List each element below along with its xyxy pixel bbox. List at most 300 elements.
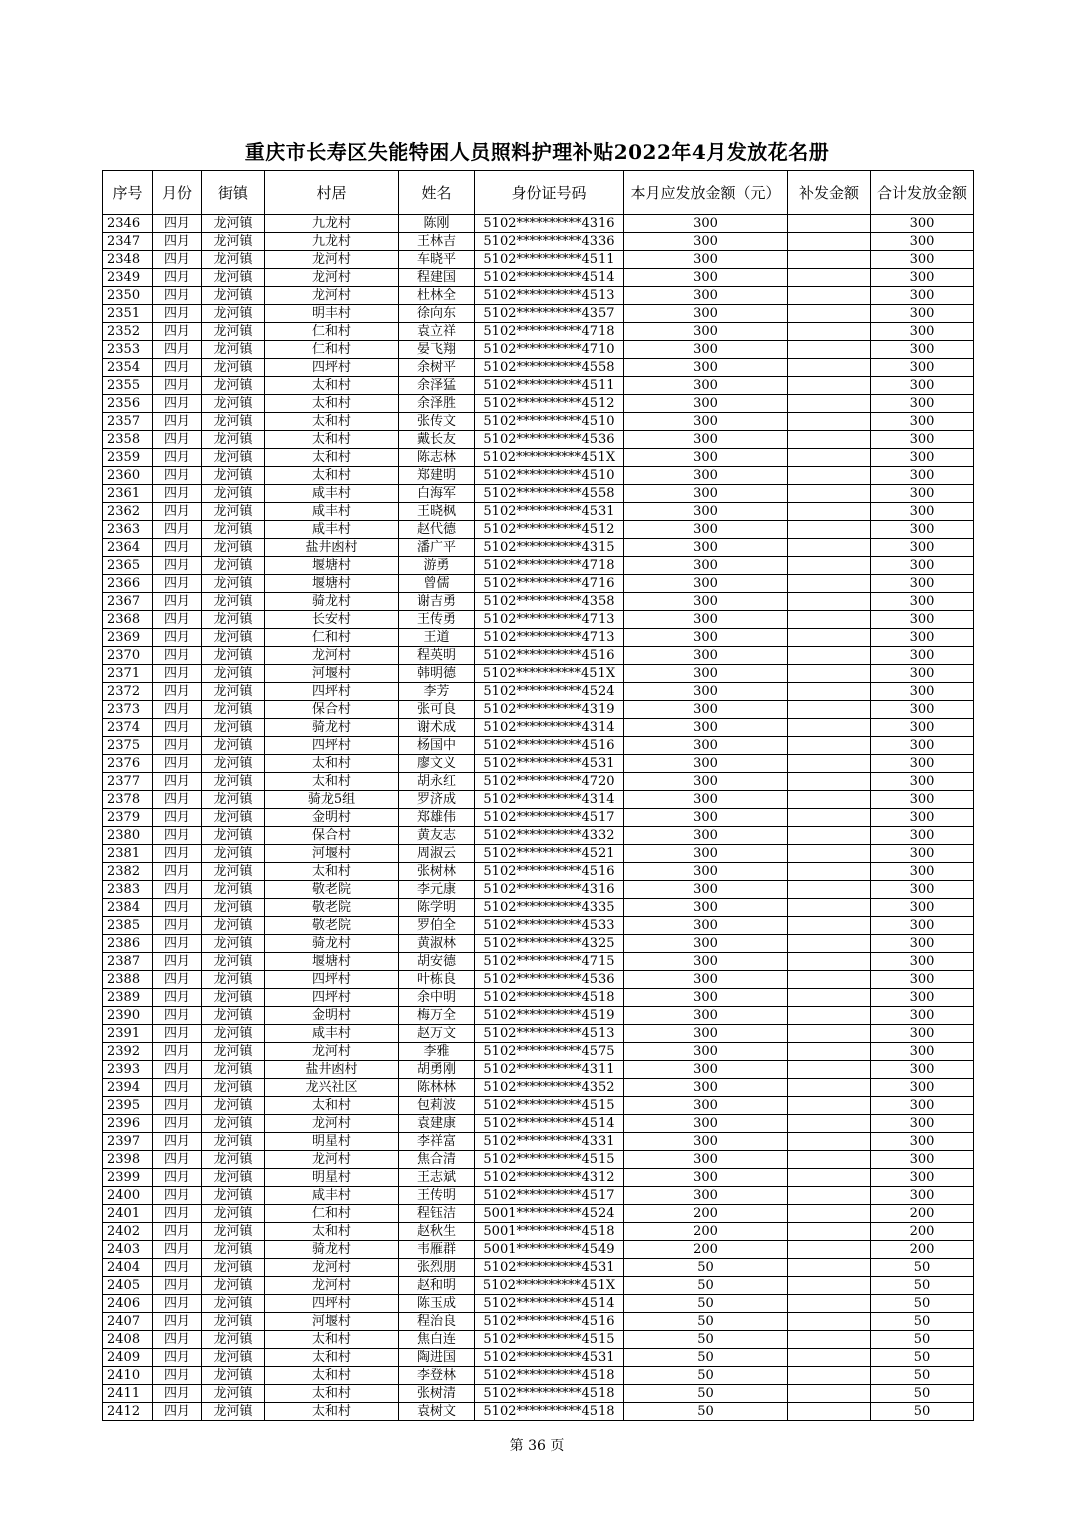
- cell-index: 2360: [103, 467, 153, 485]
- cell-monthly-amount: 50: [624, 1331, 788, 1349]
- cell-town: 龙河镇: [202, 1259, 265, 1277]
- cell-name: 张烈朋: [399, 1259, 475, 1277]
- cell-index: 2362: [103, 503, 153, 521]
- cell-supplement-amount: [788, 413, 871, 431]
- table-row: [103, 611, 974, 629]
- table-row: [103, 1331, 974, 1349]
- cell-name: 程建国: [399, 269, 475, 287]
- cell-month: 四月: [153, 1313, 202, 1331]
- col-header-total-amount: 合计发放金额: [871, 171, 974, 215]
- cell-monthly-amount: 50: [624, 1295, 788, 1313]
- table-row: [103, 467, 974, 485]
- cell-village: 明丰村: [265, 305, 399, 323]
- cell-id-number: 5102**********4319: [475, 701, 624, 719]
- cell-month: 四月: [153, 863, 202, 881]
- cell-total-amount: 300: [871, 215, 974, 233]
- cell-month: 四月: [153, 683, 202, 701]
- cell-index: 2398: [103, 1151, 153, 1169]
- cell-total-amount: 300: [871, 521, 974, 539]
- cell-id-number: 5102**********4516: [475, 1313, 624, 1331]
- cell-town: 龙河镇: [202, 431, 265, 449]
- col-header-month: 月份: [153, 171, 202, 215]
- cell-village: 骑龙5组: [265, 791, 399, 809]
- cell-index: 2361: [103, 485, 153, 503]
- cell-supplement-amount: [788, 1097, 871, 1115]
- cell-index: 2399: [103, 1169, 153, 1187]
- cell-town: 龙河镇: [202, 1115, 265, 1133]
- cell-supplement-amount: [788, 395, 871, 413]
- cell-month: 四月: [153, 251, 202, 269]
- cell-town: 龙河镇: [202, 1313, 265, 1331]
- cell-town: 龙河镇: [202, 575, 265, 593]
- cell-month: 四月: [153, 1007, 202, 1025]
- table-row: [103, 1205, 974, 1223]
- cell-month: 四月: [153, 737, 202, 755]
- cell-town: 龙河镇: [202, 917, 265, 935]
- cell-town: 龙河镇: [202, 593, 265, 611]
- cell-supplement-amount: [788, 755, 871, 773]
- table-row: [103, 1367, 974, 1385]
- cell-town: 龙河镇: [202, 287, 265, 305]
- table-row: [103, 269, 974, 287]
- table-row: [103, 1043, 974, 1061]
- cell-village: 金明村: [265, 1007, 399, 1025]
- cell-monthly-amount: 300: [624, 539, 788, 557]
- cell-village: 龙兴社区: [265, 1079, 399, 1097]
- cell-town: 龙河镇: [202, 845, 265, 863]
- cell-total-amount: 300: [871, 323, 974, 341]
- cell-name: 王传勇: [399, 611, 475, 629]
- cell-monthly-amount: 300: [624, 557, 788, 575]
- cell-id-number: 5102**********4533: [475, 917, 624, 935]
- cell-town: 龙河镇: [202, 377, 265, 395]
- cell-town: 龙河镇: [202, 1241, 265, 1259]
- cell-name: 罗济成: [399, 791, 475, 809]
- cell-total-amount: 300: [871, 287, 974, 305]
- table-row: [103, 899, 974, 917]
- cell-name: 李祥富: [399, 1133, 475, 1151]
- cell-month: 四月: [153, 773, 202, 791]
- cell-name: 李元康: [399, 881, 475, 899]
- table-row: [103, 1277, 974, 1295]
- cell-index: 2359: [103, 449, 153, 467]
- cell-monthly-amount: 300: [624, 1097, 788, 1115]
- cell-name: 王传明: [399, 1187, 475, 1205]
- cell-id-number: 5102**********4512: [475, 395, 624, 413]
- cell-id-number: 5102**********4514: [475, 1295, 624, 1313]
- cell-monthly-amount: 300: [624, 485, 788, 503]
- cell-month: 四月: [153, 809, 202, 827]
- cell-month: 四月: [153, 953, 202, 971]
- cell-month: 四月: [153, 1097, 202, 1115]
- cell-index: 2389: [103, 989, 153, 1007]
- cell-monthly-amount: 300: [624, 449, 788, 467]
- cell-month: 四月: [153, 503, 202, 521]
- table-row: [103, 1079, 974, 1097]
- cell-town: 龙河镇: [202, 359, 265, 377]
- table-row: [103, 1025, 974, 1043]
- cell-month: 四月: [153, 1241, 202, 1259]
- cell-monthly-amount: 300: [624, 719, 788, 737]
- cell-index: 2365: [103, 557, 153, 575]
- page-number: 第 36 页: [509, 1438, 565, 1454]
- cell-village: 太和村: [265, 1367, 399, 1385]
- cell-id-number: 5102**********4517: [475, 809, 624, 827]
- cell-monthly-amount: 200: [624, 1223, 788, 1241]
- cell-total-amount: 300: [871, 269, 974, 287]
- cell-monthly-amount: 300: [624, 737, 788, 755]
- cell-id-number: 5102**********4331: [475, 1133, 624, 1151]
- cell-index: 2393: [103, 1061, 153, 1079]
- cell-index: 2408: [103, 1331, 153, 1349]
- cell-total-amount: 300: [871, 611, 974, 629]
- cell-town: 龙河镇: [202, 1403, 265, 1421]
- cell-monthly-amount: 300: [624, 701, 788, 719]
- cell-supplement-amount: [788, 1367, 871, 1385]
- cell-name: 韦雁群: [399, 1241, 475, 1259]
- cell-month: 四月: [153, 1367, 202, 1385]
- table-row: [103, 1007, 974, 1025]
- table-row: [103, 917, 974, 935]
- cell-total-amount: 300: [871, 341, 974, 359]
- cell-village: 太和村: [265, 1349, 399, 1367]
- cell-index: 2355: [103, 377, 153, 395]
- cell-month: 四月: [153, 467, 202, 485]
- cell-name: 郑建明: [399, 467, 475, 485]
- cell-village: 四坪村: [265, 683, 399, 701]
- cell-monthly-amount: 300: [624, 665, 788, 683]
- cell-index: 2346: [103, 215, 153, 233]
- cell-index: 2392: [103, 1043, 153, 1061]
- cell-id-number: 5102**********4516: [475, 863, 624, 881]
- cell-index: 2395: [103, 1097, 153, 1115]
- cell-town: 龙河镇: [202, 1043, 265, 1061]
- cell-id-number: 5001**********4524: [475, 1205, 624, 1223]
- cell-supplement-amount: [788, 341, 871, 359]
- cell-total-amount: 50: [871, 1385, 974, 1403]
- cell-village: 太和村: [265, 755, 399, 773]
- cell-monthly-amount: 300: [624, 233, 788, 251]
- cell-total-amount: 50: [871, 1349, 974, 1367]
- cell-town: 龙河镇: [202, 395, 265, 413]
- cell-name: 焦白连: [399, 1331, 475, 1349]
- cell-name: 张传文: [399, 413, 475, 431]
- cell-total-amount: 300: [871, 683, 974, 701]
- cell-id-number: 5102**********4519: [475, 1007, 624, 1025]
- table-row: [103, 827, 974, 845]
- cell-id-number: 5102**********4512: [475, 521, 624, 539]
- cell-name: 李雅: [399, 1043, 475, 1061]
- cell-total-amount: 300: [871, 1133, 974, 1151]
- cell-village: 明星村: [265, 1169, 399, 1187]
- cell-name: 余中明: [399, 989, 475, 1007]
- table-row: [103, 539, 974, 557]
- cell-town: 龙河镇: [202, 1349, 265, 1367]
- cell-town: 龙河镇: [202, 755, 265, 773]
- cell-month: 四月: [153, 233, 202, 251]
- cell-total-amount: 300: [871, 719, 974, 737]
- cell-month: 四月: [153, 845, 202, 863]
- cell-month: 四月: [153, 305, 202, 323]
- cell-name: 袁建康: [399, 1115, 475, 1133]
- table-row: [103, 1151, 974, 1169]
- cell-index: 2386: [103, 935, 153, 953]
- cell-month: 四月: [153, 395, 202, 413]
- cell-village: 龙河村: [265, 647, 399, 665]
- cell-id-number: 5102**********4518: [475, 989, 624, 1007]
- table-row: [103, 1385, 974, 1403]
- cell-total-amount: 300: [871, 845, 974, 863]
- cell-index: 2353: [103, 341, 153, 359]
- table-row: [103, 971, 974, 989]
- table-row: [103, 629, 974, 647]
- cell-town: 龙河镇: [202, 1331, 265, 1349]
- cell-town: 龙河镇: [202, 341, 265, 359]
- cell-village: 咸丰村: [265, 1025, 399, 1043]
- table-row: [103, 1259, 974, 1277]
- cell-village: 太和村: [265, 431, 399, 449]
- cell-id-number: 5102**********4716: [475, 575, 624, 593]
- cell-index: 2403: [103, 1241, 153, 1259]
- cell-index: 2364: [103, 539, 153, 557]
- cell-id-number: 5102**********4516: [475, 647, 624, 665]
- cell-month: 四月: [153, 755, 202, 773]
- cell-id-number: 5102**********4314: [475, 719, 624, 737]
- cell-index: 2379: [103, 809, 153, 827]
- header-row: [103, 171, 974, 215]
- cell-month: 四月: [153, 1277, 202, 1295]
- cell-total-amount: 50: [871, 1259, 974, 1277]
- cell-id-number: 5102**********451X: [475, 449, 624, 467]
- cell-name: 余泽胜: [399, 395, 475, 413]
- cell-monthly-amount: 300: [624, 1007, 788, 1025]
- cell-village: 龙河村: [265, 287, 399, 305]
- cell-monthly-amount: 300: [624, 251, 788, 269]
- cell-id-number: 5102**********4713: [475, 629, 624, 647]
- cell-supplement-amount: [788, 1205, 871, 1223]
- cell-id-number: 5102**********4325: [475, 935, 624, 953]
- cell-id-number: 5102**********4517: [475, 1187, 624, 1205]
- cell-supplement-amount: [788, 557, 871, 575]
- cell-village: 盐井凼村: [265, 1061, 399, 1079]
- cell-total-amount: 50: [871, 1295, 974, 1313]
- cell-monthly-amount: 50: [624, 1367, 788, 1385]
- cell-index: 2374: [103, 719, 153, 737]
- cell-town: 龙河镇: [202, 269, 265, 287]
- cell-monthly-amount: 300: [624, 575, 788, 593]
- cell-monthly-amount: 300: [624, 305, 788, 323]
- cell-id-number: 5001**********4549: [475, 1241, 624, 1259]
- cell-town: 龙河镇: [202, 1385, 265, 1403]
- cell-name: 张可良: [399, 701, 475, 719]
- cell-town: 龙河镇: [202, 863, 265, 881]
- cell-total-amount: 300: [871, 485, 974, 503]
- cell-index: 2351: [103, 305, 153, 323]
- cell-name: 晏飞翔: [399, 341, 475, 359]
- cell-supplement-amount: [788, 449, 871, 467]
- cell-name: 王志斌: [399, 1169, 475, 1187]
- cell-supplement-amount: [788, 215, 871, 233]
- cell-town: 龙河镇: [202, 539, 265, 557]
- cell-id-number: 5102**********4531: [475, 1259, 624, 1277]
- cell-village: 堰塘村: [265, 557, 399, 575]
- cell-town: 龙河镇: [202, 1007, 265, 1025]
- cell-name: 李芳: [399, 683, 475, 701]
- cell-month: 四月: [153, 557, 202, 575]
- cell-index: 2366: [103, 575, 153, 593]
- cell-name: 叶栋良: [399, 971, 475, 989]
- cell-village: 河堰村: [265, 665, 399, 683]
- cell-monthly-amount: 300: [624, 629, 788, 647]
- cell-id-number: 5102**********4335: [475, 899, 624, 917]
- cell-index: 2372: [103, 683, 153, 701]
- cell-monthly-amount: 300: [624, 215, 788, 233]
- cell-id-number: 5102**********4358: [475, 593, 624, 611]
- cell-id-number: 5102**********4315: [475, 539, 624, 557]
- cell-town: 龙河镇: [202, 899, 265, 917]
- cell-village: 龙河村: [265, 269, 399, 287]
- table-row: [103, 377, 974, 395]
- cell-month: 四月: [153, 323, 202, 341]
- cell-monthly-amount: 300: [624, 773, 788, 791]
- cell-supplement-amount: [788, 539, 871, 557]
- cell-name: 白海军: [399, 485, 475, 503]
- cell-town: 龙河镇: [202, 215, 265, 233]
- cell-month: 四月: [153, 1295, 202, 1313]
- cell-town: 龙河镇: [202, 827, 265, 845]
- table-row: [103, 1097, 974, 1115]
- cell-total-amount: 300: [871, 1079, 974, 1097]
- cell-month: 四月: [153, 521, 202, 539]
- cell-monthly-amount: 300: [624, 881, 788, 899]
- col-header-name: 姓名: [399, 171, 475, 215]
- cell-village: 九龙村: [265, 215, 399, 233]
- cell-index: 2401: [103, 1205, 153, 1223]
- cell-monthly-amount: 200: [624, 1205, 788, 1223]
- cell-village: 敬老院: [265, 899, 399, 917]
- cell-supplement-amount: [788, 1277, 871, 1295]
- cell-name: 车晓平: [399, 251, 475, 269]
- cell-month: 四月: [153, 1115, 202, 1133]
- cell-name: 王林吉: [399, 233, 475, 251]
- cell-month: 四月: [153, 215, 202, 233]
- cell-monthly-amount: 300: [624, 791, 788, 809]
- cell-town: 龙河镇: [202, 503, 265, 521]
- cell-index: 2391: [103, 1025, 153, 1043]
- cell-total-amount: 50: [871, 1277, 974, 1295]
- cell-index: 2354: [103, 359, 153, 377]
- cell-name: 王道: [399, 629, 475, 647]
- cell-village: 仁和村: [265, 1205, 399, 1223]
- cell-name: 王晓枫: [399, 503, 475, 521]
- cell-village: 长安村: [265, 611, 399, 629]
- cell-town: 龙河镇: [202, 791, 265, 809]
- cell-index: 2388: [103, 971, 153, 989]
- cell-total-amount: 300: [871, 557, 974, 575]
- cell-month: 四月: [153, 413, 202, 431]
- cell-supplement-amount: [788, 251, 871, 269]
- table-row: [103, 1349, 974, 1367]
- table-row: [103, 791, 974, 809]
- cell-monthly-amount: 300: [624, 863, 788, 881]
- cell-monthly-amount: 300: [624, 1187, 788, 1205]
- cell-index: 2377: [103, 773, 153, 791]
- cell-town: 龙河镇: [202, 647, 265, 665]
- table-row: [103, 1223, 974, 1241]
- cell-index: 2376: [103, 755, 153, 773]
- cell-town: 龙河镇: [202, 1223, 265, 1241]
- cell-index: 2357: [103, 413, 153, 431]
- cell-id-number: 5102**********4357: [475, 305, 624, 323]
- cell-supplement-amount: [788, 719, 871, 737]
- cell-village: 敬老院: [265, 917, 399, 935]
- cell-town: 龙河镇: [202, 467, 265, 485]
- cell-month: 四月: [153, 1043, 202, 1061]
- table-row: [103, 989, 974, 1007]
- cell-total-amount: 300: [871, 629, 974, 647]
- cell-town: 龙河镇: [202, 1025, 265, 1043]
- table-row: [103, 1133, 974, 1151]
- cell-village: 太和村: [265, 1385, 399, 1403]
- cell-supplement-amount: [788, 1187, 871, 1205]
- cell-name: 赵和明: [399, 1277, 475, 1295]
- cell-supplement-amount: [788, 683, 871, 701]
- cell-total-amount: 300: [871, 593, 974, 611]
- table-row: [103, 251, 974, 269]
- cell-month: 四月: [153, 1223, 202, 1241]
- cell-index: 2349: [103, 269, 153, 287]
- cell-index: 2348: [103, 251, 153, 269]
- cell-id-number: 5102**********4521: [475, 845, 624, 863]
- table-row: [103, 1169, 974, 1187]
- table-row: [103, 719, 974, 737]
- cell-village: 骑龙村: [265, 935, 399, 953]
- table-row: [103, 215, 974, 233]
- cell-supplement-amount: [788, 377, 871, 395]
- cell-index: 2368: [103, 611, 153, 629]
- cell-month: 四月: [153, 971, 202, 989]
- cell-name: 焦合清: [399, 1151, 475, 1169]
- cell-index: 2380: [103, 827, 153, 845]
- cell-monthly-amount: 300: [624, 1043, 788, 1061]
- cell-town: 龙河镇: [202, 773, 265, 791]
- cell-month: 四月: [153, 1133, 202, 1151]
- cell-total-amount: 300: [871, 503, 974, 521]
- cell-village: 明星村: [265, 1133, 399, 1151]
- cell-id-number: 5102**********4531: [475, 503, 624, 521]
- cell-name: 徐向东: [399, 305, 475, 323]
- cell-index: 2411: [103, 1385, 153, 1403]
- cell-supplement-amount: [788, 1313, 871, 1331]
- cell-index: 2390: [103, 1007, 153, 1025]
- cell-month: 四月: [153, 701, 202, 719]
- cell-name: 余泽猛: [399, 377, 475, 395]
- cell-name: 张树林: [399, 863, 475, 881]
- cell-supplement-amount: [788, 899, 871, 917]
- cell-id-number: 5102**********4715: [475, 953, 624, 971]
- cell-id-number: 5102**********4531: [475, 1349, 624, 1367]
- cell-name: 赵秋生: [399, 1223, 475, 1241]
- cell-village: 骑龙村: [265, 1241, 399, 1259]
- cell-total-amount: 300: [871, 467, 974, 485]
- cell-id-number: 5102**********4713: [475, 611, 624, 629]
- cell-total-amount: 300: [871, 449, 974, 467]
- cell-index: 2378: [103, 791, 153, 809]
- cell-month: 四月: [153, 989, 202, 1007]
- cell-name: 程治良: [399, 1313, 475, 1331]
- cell-id-number: 5102**********4312: [475, 1169, 624, 1187]
- cell-name: 陶进国: [399, 1349, 475, 1367]
